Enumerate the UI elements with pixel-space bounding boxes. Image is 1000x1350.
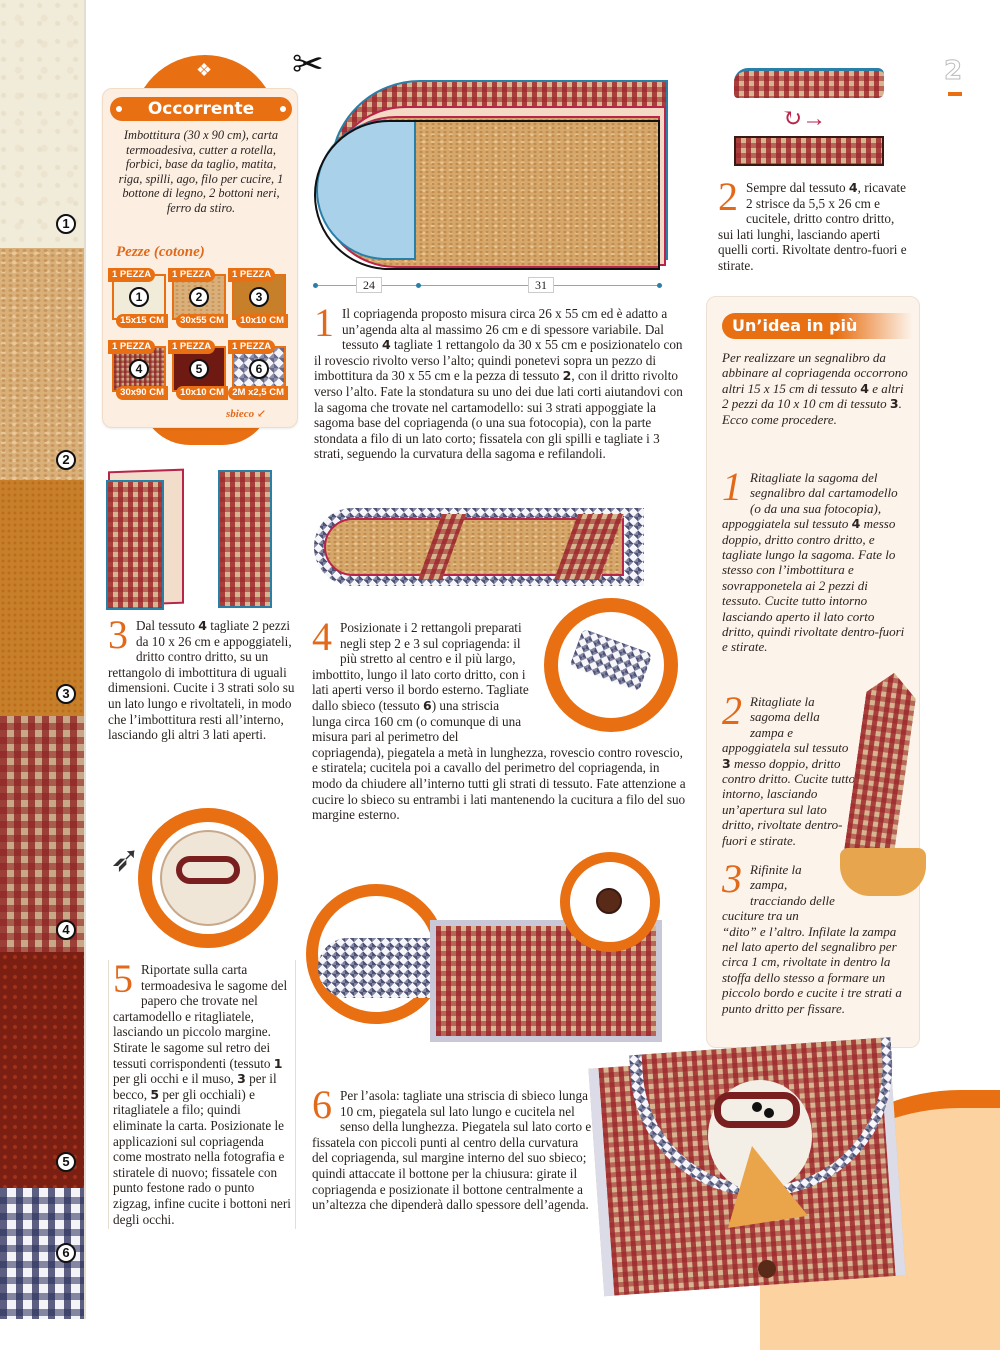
idea-text: Rifinite la zampa, tracciando delle cuciture tra un “dito” e l’altro. Infilate la zampa nel lato aperto del segnalibro per circa 1 cm, rivoltate in dentro la stoffa dello stesso a formare un piccolo bordo e cucite i tre strati a punto dritto per fissare. bbox=[722, 862, 902, 1016]
step-text: per gli occhi e il muso, bbox=[113, 1071, 238, 1087]
diamond-ornament-icon: ❖ bbox=[196, 60, 213, 80]
pezze-title: Pezze (cotone) bbox=[116, 244, 205, 260]
page-number-bar bbox=[948, 92, 962, 96]
step-number: 5 bbox=[113, 956, 133, 1001]
fabric-ref: 1 bbox=[273, 1055, 283, 1071]
occorrente-title bbox=[110, 97, 292, 121]
bookmark-paw bbox=[840, 848, 926, 896]
occorrente-materials: Imbottitura (30 x 90 cm), carta termoadesiva, cutter a rotella, forbici, base da taglio, matita, riga, spilli, ago, filo per cucire, 1 bottone di legno, 2 bottoni neri, ferro da stiro. bbox=[118, 128, 284, 215]
swatch-number-4: 4 bbox=[56, 920, 76, 940]
swatch-number-3: 3 bbox=[56, 684, 76, 704]
fabric-ref: 3 bbox=[889, 396, 899, 412]
idea-text: Ritagliate la sagoma del segnalibro dal cartamodello (o da una sua fotocopia), appoggiatela sul tessuto bbox=[722, 470, 898, 532]
fabric-swatch-3 bbox=[0, 480, 84, 716]
step-text: Dal tessuto bbox=[136, 618, 199, 633]
pezza-number: 6 bbox=[249, 359, 269, 379]
step-number: 6 bbox=[312, 1082, 332, 1127]
occorrente-title-text: Occorrente bbox=[147, 99, 255, 119]
diagram-turned-rect bbox=[218, 470, 272, 608]
fabric-swatch-2 bbox=[0, 248, 84, 480]
pezza-5 bbox=[170, 340, 226, 400]
swatch-number-2: 2 bbox=[56, 450, 76, 470]
title-dot-left bbox=[116, 106, 122, 112]
idea-step-1 bbox=[722, 464, 908, 655]
diagram-strip-sewn bbox=[734, 68, 884, 98]
pezza-header: 1 PEZZA bbox=[228, 340, 275, 354]
dimension-dot bbox=[313, 283, 318, 288]
step-text: per il becco, bbox=[113, 1071, 277, 1102]
pezza-header: 1 PEZZA bbox=[228, 268, 275, 282]
title-dot-right bbox=[280, 106, 286, 112]
duck-eye-left bbox=[752, 1102, 762, 1112]
pezza-size: 10x10 CM bbox=[176, 386, 228, 400]
turn-arrow-icon: ↻→ bbox=[782, 106, 827, 132]
step-number: 3 bbox=[722, 856, 742, 901]
step-number: 3 bbox=[108, 612, 128, 657]
arrow-icon: ↙ bbox=[256, 408, 267, 420]
pezza-number: 3 bbox=[249, 287, 269, 307]
pezza-number: 4 bbox=[129, 359, 149, 379]
step-number: 2 bbox=[718, 174, 738, 219]
pezza-size: 15x15 CM bbox=[116, 314, 168, 328]
fabric-ref: 4 bbox=[198, 618, 207, 633]
step-4 bbox=[312, 614, 690, 823]
idea-text: . Ecco come procedere. bbox=[722, 396, 902, 427]
fabric-ref: 4 bbox=[848, 180, 858, 195]
diagram-strip-turned bbox=[734, 136, 884, 166]
button-detail-icon bbox=[596, 888, 622, 914]
strip-divider bbox=[84, 0, 86, 1319]
idea-step-2 bbox=[722, 688, 856, 848]
pezza-header: 1 PEZZA bbox=[108, 268, 155, 282]
idea-text: messo doppio, dritto contro dritto. Cucite tutto intorno, lasciando un’apertura sul lato dritto, rivoltate dentro-fuori e stirate. bbox=[722, 755, 856, 848]
idea-text: messo doppio, dritto contro dritto, e tagliate lungo la sagoma. Fate lo stesso con l’imbottitura e sovrapponetela ai 2 pezzi di tessuto. Cucite tutto intorno lasciando aperto il lato corto dritto, quindi rivoltate dentro-fuori e stirate. bbox=[722, 516, 905, 655]
fabric-ref: 5 bbox=[150, 1086, 160, 1102]
pezza-size: 30x90 CM bbox=[116, 386, 168, 400]
fabric-swatch-1 bbox=[0, 0, 84, 248]
fabric-ref: 4 bbox=[860, 380, 869, 396]
step-number: 2 bbox=[722, 688, 742, 733]
sbieco-text: sbieco bbox=[226, 408, 255, 420]
step-text: Sempre dal tessuto bbox=[746, 180, 849, 195]
wooden-button bbox=[758, 1260, 776, 1278]
pezza-header: 1 PEZZA bbox=[168, 268, 215, 282]
step-2 bbox=[718, 174, 908, 274]
fabric-swatch-4 bbox=[0, 716, 84, 952]
step-text: ) una striscia lunga circa 160 cm (o comunque di una misura pari al perimetro del copriagenda), piegatela a metà in lunghezza, rovescio contro rovescio, e stiratela; cucitela poi a cavallo del perimetro del copriagenda, in modo da chiudere all’interno tutti gli strati di tessuto. Fate attenzione a cucire lo sbieco su entrambi i lati mantenendo la cucitura a filo del suo margine esterno. bbox=[312, 697, 686, 823]
needle-icon: ➶ bbox=[110, 839, 141, 879]
pezza-header: 1 PEZZA bbox=[168, 340, 215, 354]
fabric-ref: 2 bbox=[562, 368, 572, 384]
swatch-number-1: 1 bbox=[56, 214, 76, 234]
step-number: 1 bbox=[314, 300, 334, 345]
pezza-number: 5 bbox=[189, 359, 209, 379]
duck-eye-right bbox=[764, 1108, 774, 1118]
idea-text: e altri 2 pezzi da 10 x 10 cm di tessuto bbox=[722, 380, 904, 412]
dimension-left-label: 24 bbox=[356, 277, 382, 293]
diagram-fabric-rect bbox=[106, 480, 164, 610]
pezza-size: 10x10 CM bbox=[236, 314, 288, 328]
step-number: 1 bbox=[722, 464, 742, 509]
step-text: per gli occhiali) e ritagliatele a filo; quindi eliminate la carta. Posizionate le applicazioni sul copriagenda come mostrato nella fotografia e stiratele di nuovo; fissatele con punto festone rado o punto zigzag, infine cucite i bottoni neri degli occhi. bbox=[113, 1086, 291, 1227]
page-number: 2 bbox=[944, 56, 963, 86]
step-6 bbox=[312, 1082, 594, 1213]
fabric-ref: 4 bbox=[381, 337, 391, 353]
swatch-number-6: 6 bbox=[56, 1243, 76, 1263]
step-number: 4 bbox=[312, 614, 332, 659]
step-5 bbox=[108, 956, 296, 1229]
step-text: , ricavate 2 strisce da 5,5 x 26 cm e cucitele, dritto contro dritto, sui lati lunghi, lasciando aperti quelli corti. Rivoltate dentro-fuori e stirate. bbox=[718, 180, 907, 273]
step-3 bbox=[108, 612, 298, 743]
diagram-cut-outline bbox=[314, 120, 660, 270]
scissors-icon: ✂ bbox=[292, 44, 324, 86]
pezza-2 bbox=[170, 268, 226, 328]
pezza-number: 2 bbox=[189, 287, 209, 307]
duck-glasses-detail bbox=[176, 856, 240, 884]
idea-text: Ritagliate la sagoma della zampa e appoggiatela sul tessuto bbox=[722, 694, 849, 756]
step-text: tagliate 1 rettangolo da 30 x 55 cm e posizionatelo con il rovescio rivolto verso l’alto; quindi ponetevi sopra un pezzo di imbottitura da 30 x 55 cm e la pezza di tessuto bbox=[314, 337, 683, 384]
pezza-3 bbox=[230, 268, 286, 328]
pezza-size: 30x55 CM bbox=[176, 314, 228, 328]
sbieco-label bbox=[226, 407, 266, 420]
fabric-ref: 3 bbox=[237, 1071, 246, 1087]
step-text: Posizionate i 2 rettangoli preparati negli step 2 e 3 sul copriagenda: il più stretto al centro e il più largo, imbottito, lungo il lato corto dritto, con i lati aperti verso il bordo esterno. Tagliate dallo sbieco (tessuto bbox=[312, 620, 529, 713]
step-text: Il copriagenda proposto misura circa 26 x 55 cm ed è adatto a un’agenda alta al massimo 26 cm e di spessore variabile. Dal tessuto bbox=[342, 306, 668, 353]
idea-intro bbox=[722, 350, 908, 427]
dimension-dot bbox=[416, 283, 421, 288]
fabric-ref: 6 bbox=[422, 697, 432, 713]
idea-text: Per realizzare un segnalibro da abbinare al copriagenda occorrono altri 15 x 15 cm di tessuto bbox=[722, 350, 908, 396]
step-1 bbox=[314, 300, 688, 462]
pezza-4 bbox=[110, 340, 166, 400]
idea-title: Un’idea in più bbox=[722, 313, 912, 339]
pezza-number: 1 bbox=[129, 287, 149, 307]
text-wrap-spacer bbox=[530, 620, 690, 730]
pezza-1 bbox=[110, 268, 166, 328]
step-text: tagliate 2 pezzi da 10 x 26 cm e appoggiateli, dritto contro dritto, su un rettangolo di imbottitura di uguali dimensioni. Cucite i 3 strati solo su un lato lungo e rivoltateli, in modo che l’imbottitura resti all’interno, lasciando gli altri 3 lati aperti. bbox=[108, 618, 295, 743]
pezza-size: 2M x2,5 CM bbox=[228, 386, 288, 400]
fabric-ref: 3 bbox=[722, 755, 731, 771]
swatch-number-5: 5 bbox=[56, 1152, 76, 1172]
dimension-right-label: 31 bbox=[528, 277, 554, 293]
diagram-loop bbox=[318, 938, 438, 998]
pezza-6 bbox=[230, 340, 286, 400]
step-text: Riportate sulla carta termoadesiva le sagome del papero che trovate nel cartamodello e ritagliatele, lasciando un piccolo margine. Stirate le sagome sul retro dei tessuti corrispondenti (tessuto bbox=[113, 962, 288, 1071]
dimension-dot bbox=[657, 283, 662, 288]
step-text: Per l’asola: tagliate una striscia di sbieco lunga 10 cm, piegatela sul lato lungo e cucitela nel senso della lunghezza. Piegatela sul lato corto e fissatela con piccoli punti al centro della curvatura del copriagenda, sul margine interno del suo sbieco; quindi attaccate il bottone per la chiusura: girate il copriagenda e posizionate il bottone centralmente a un’altezza che dipenderà dallo spessore dell’agenda. bbox=[312, 1088, 592, 1213]
step-text: , con il dritto rivolto verso l’alto. Fate la stondatura su uno dei due lati corti aiutandovi con la sagoma che trovate nel cartamodello: sui 3 strati appoggiate la sagoma base del copriagenda (o una sua fotocopia), con la parte stondata a filo di un lato corto; fissatela con gli spilli e tagliate i 3 strati, seguendo la curvatura della sagoma e refilandoli. bbox=[314, 368, 683, 462]
pezza-header: 1 PEZZA bbox=[108, 340, 155, 354]
fabric-ref: 4 bbox=[851, 516, 861, 532]
